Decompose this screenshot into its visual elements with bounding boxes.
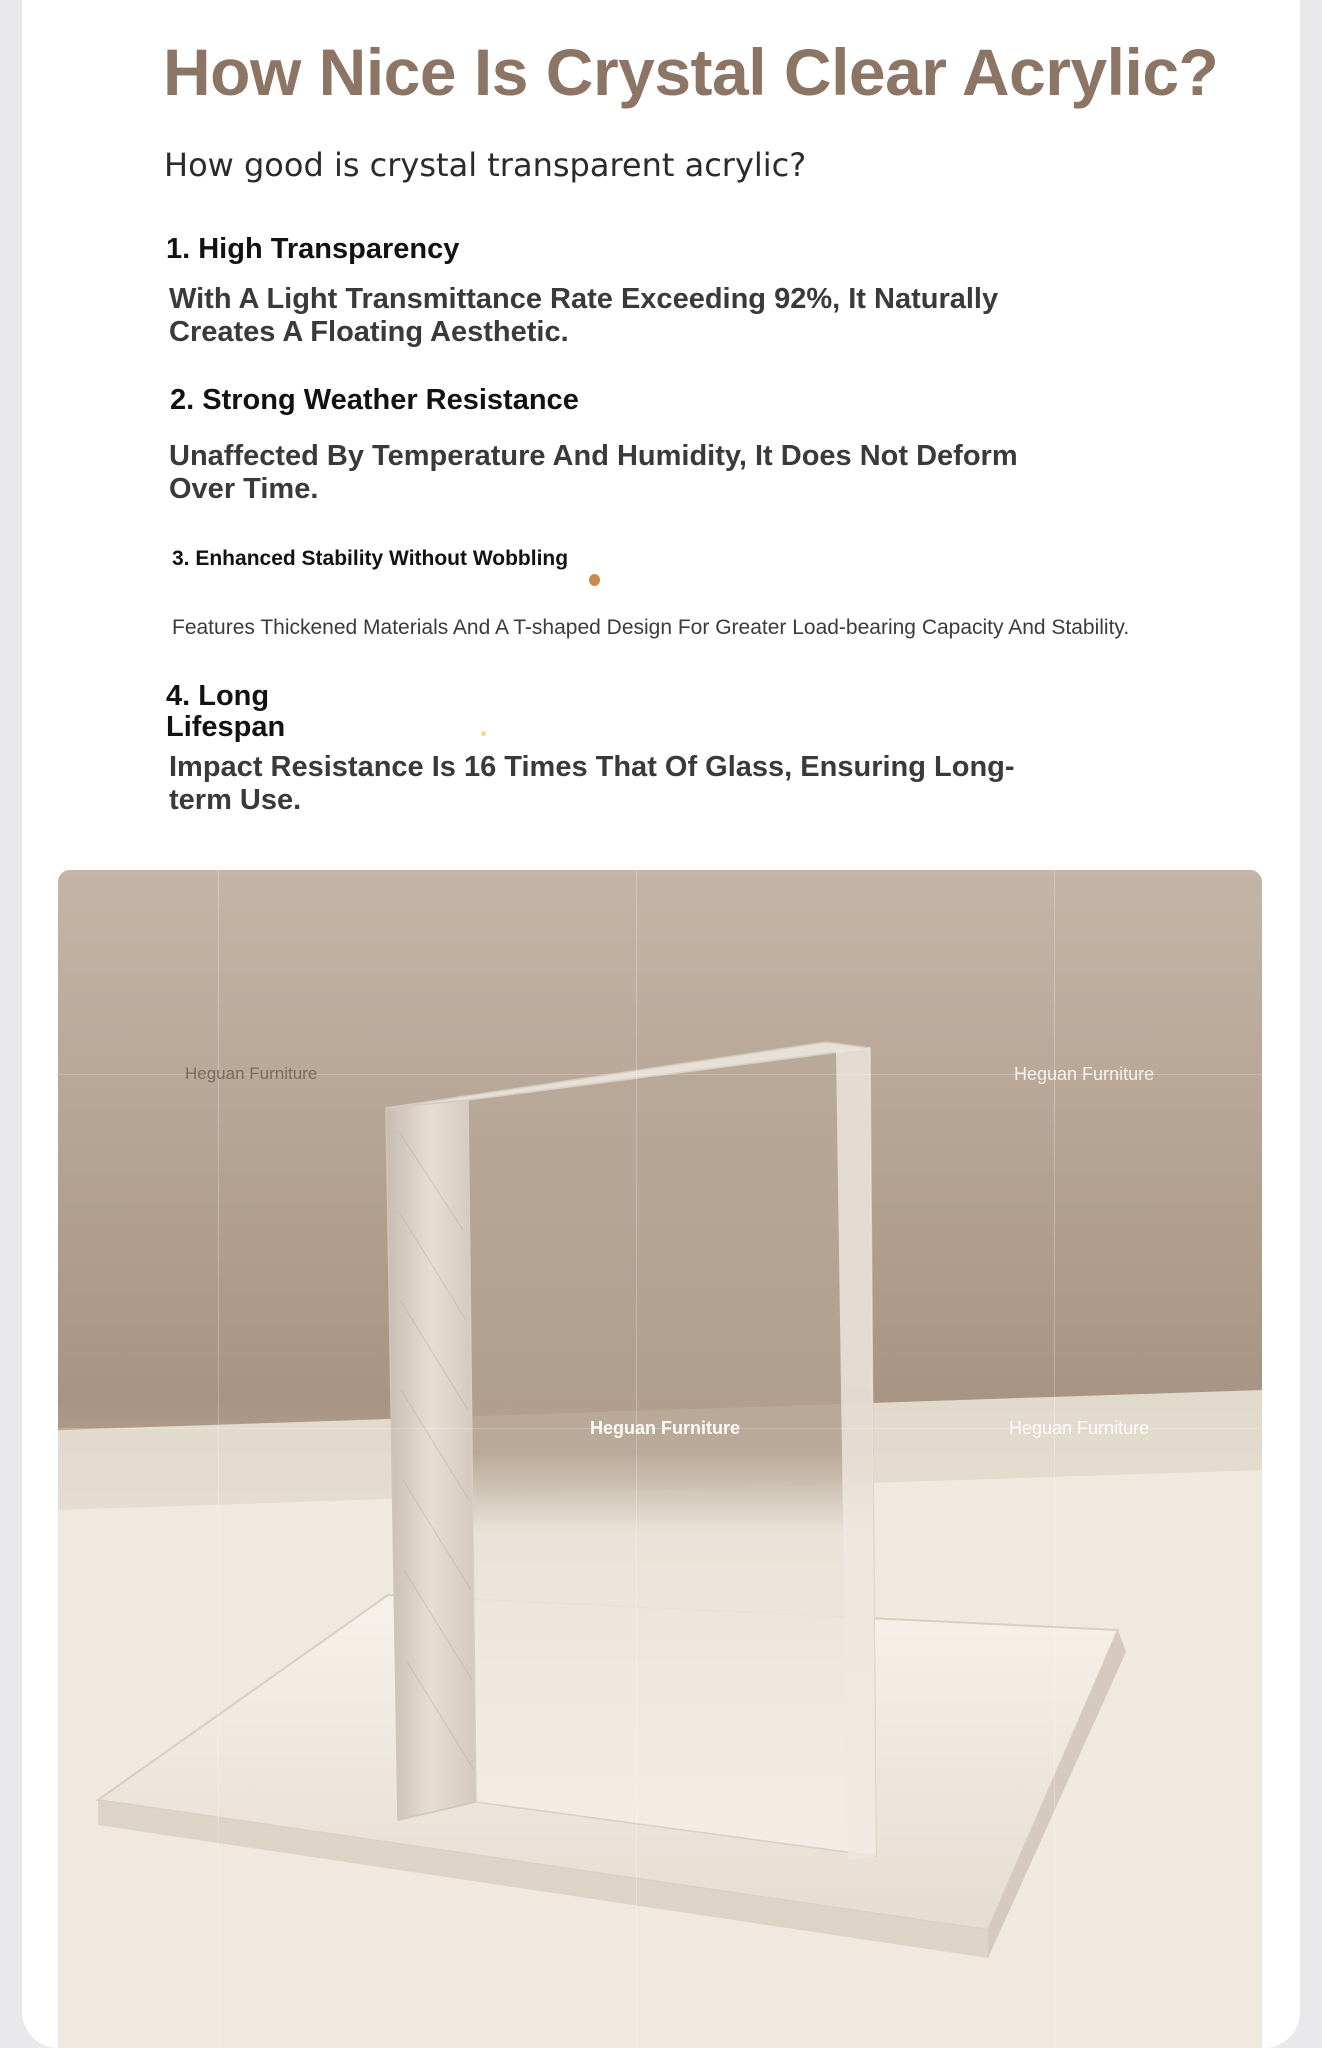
feature-desc-transparency: With A Light Transmittance Rate Exceeding 92%, It Naturally Creates A Floating Aesthetic. bbox=[169, 283, 999, 348]
feature-title-transparency: 1. High Transparency bbox=[166, 233, 460, 265]
watermark-grid-line bbox=[636, 870, 637, 2048]
watermark-grid-line bbox=[218, 870, 219, 2048]
feature-desc-stability: Features Thickened Materials And A T-shaped Design For Greater Load-bearing Capacity And Stability. bbox=[172, 616, 1130, 639]
acrylic-product-photo bbox=[58, 870, 1262, 2048]
feature-desc-lifespan: Impact Resistance Is 16 Times That Of Glass, Ensuring Long-term Use. bbox=[169, 751, 1015, 816]
feature-title-lifespan: 4. Long Lifespan bbox=[166, 680, 286, 743]
watermark-text: Heguan Furniture bbox=[1009, 1418, 1150, 1438]
feature-desc-weather-resistance: Unaffected By Temperature And Humidity, It Does Not Deform Over Time. bbox=[169, 440, 1018, 505]
feature-title-stability: 3. Enhanced Stability Without Wobbling bbox=[172, 547, 569, 570]
watermark-text: Heguan Furniture bbox=[185, 1064, 318, 1083]
feature-title-weather-resistance: 2. Strong Weather Resistance bbox=[170, 384, 579, 416]
page-title: How Nice Is Crystal Clear Acrylic? bbox=[163, 35, 1219, 109]
watermark-text: Heguan Furniture bbox=[1014, 1064, 1155, 1084]
content-card bbox=[22, 0, 1300, 2048]
decorative-dot bbox=[589, 574, 600, 586]
watermark-text: Heguan Furniture bbox=[590, 1418, 741, 1438]
watermark-grid-line bbox=[1054, 870, 1055, 2048]
decorative-sparkle bbox=[481, 731, 486, 736]
page-subtitle: How good is crystal transparent acrylic? bbox=[164, 146, 807, 184]
acrylic-panel-illustration bbox=[58, 870, 1262, 2048]
